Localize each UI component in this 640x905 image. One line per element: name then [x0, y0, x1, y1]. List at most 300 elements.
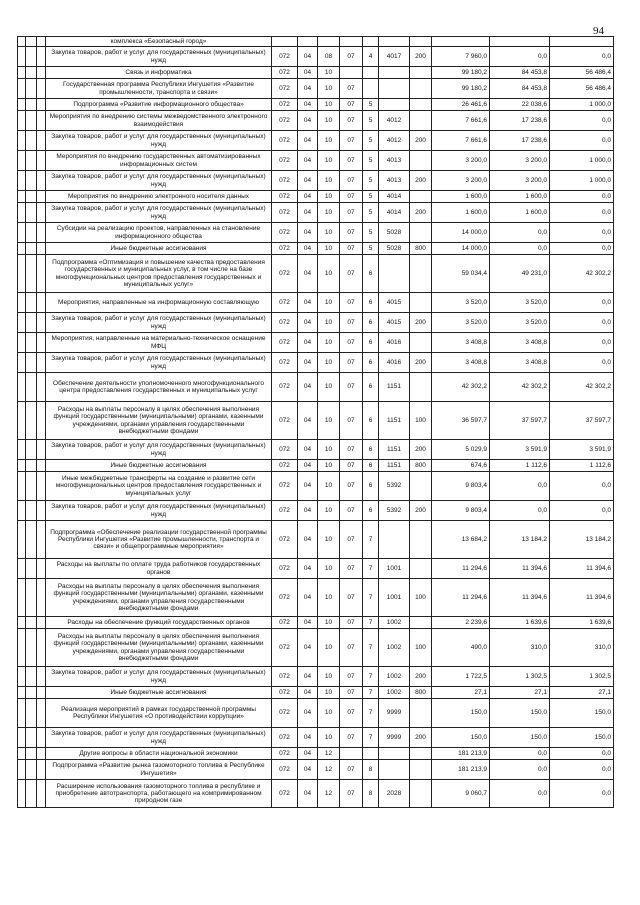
- row-subsection-code: 10: [318, 191, 340, 203]
- row-subprogram-code: 5: [363, 171, 379, 191]
- row-subprogram-code: 6: [363, 353, 379, 373]
- row-name: Расходы на выплаты по оплате труда работников государственных органов: [46, 559, 272, 579]
- row-name: Закупка товаров, работ и услуг для государственных (муниципальных) нужд: [46, 47, 272, 67]
- row-section-code: 04: [298, 99, 318, 111]
- row-section-code: 04: [298, 255, 318, 293]
- table-row: [18, 47, 614, 67]
- row-admin-code: 072: [272, 667, 298, 687]
- row-subprogram-code: 7: [363, 521, 379, 559]
- table-row: [18, 699, 614, 728]
- row-subsection-code: 10: [318, 255, 340, 293]
- table-row: [18, 521, 614, 559]
- row-margin-cell: [37, 333, 46, 353]
- row-subprogram-code: 6: [363, 373, 379, 402]
- row-margin-cell: [18, 171, 26, 191]
- row-amount-year-1: 7 661,6: [432, 111, 490, 131]
- row-amount-year-1: 490,0: [432, 629, 490, 667]
- row-program-code: 07: [340, 171, 363, 191]
- row-amount-year-2: 150,0: [490, 699, 550, 728]
- table-row: [18, 99, 614, 111]
- row-program-code: 07: [340, 313, 363, 333]
- row-expense-type-code: 200: [410, 313, 432, 333]
- row-amount-year-2: 1 600,0: [490, 203, 550, 223]
- row-amount-year-3: 150,0: [550, 728, 614, 748]
- row-expense-type-code: 200: [410, 353, 432, 373]
- row-name: Реализация мероприятий в рамках государственной программы Республики Ингушетия «О противодействии коррупции»: [46, 699, 272, 728]
- row-admin-code: 072: [272, 203, 298, 223]
- row-margin-cell: [37, 111, 46, 131]
- row-name: Мероприятия по внедрению государственных автоматизированных информационных систем: [46, 151, 272, 171]
- row-expense-type-code: [410, 191, 432, 203]
- row-margin-cell: [26, 67, 37, 79]
- row-subprogram-code: 7: [363, 629, 379, 667]
- row-amount-year-2: 3 200,0: [490, 171, 550, 191]
- row-margin-cell: [37, 47, 46, 67]
- row-subprogram-code: 5: [363, 191, 379, 203]
- row-amount-year-2: 3 520,0: [490, 313, 550, 333]
- row-margin-cell: [37, 501, 46, 521]
- row-margin-cell: [18, 579, 26, 617]
- table-row: [18, 67, 614, 79]
- row-amount-year-2: 84 453,8: [490, 67, 550, 79]
- row-admin-code: 072: [272, 579, 298, 617]
- row-margin-cell: [18, 402, 26, 440]
- row-amount-year-3: 56 486,4: [550, 67, 614, 79]
- row-amount-year-2: 3 408,8: [490, 333, 550, 353]
- row-admin-code: 072: [272, 313, 298, 333]
- row-admin-code: 072: [272, 460, 298, 472]
- row-subprogram-code: [363, 79, 379, 99]
- row-direction-code: 4014: [379, 203, 410, 223]
- row-program-code: [340, 37, 363, 47]
- row-admin-code: 072: [272, 629, 298, 667]
- row-subsection-code: 10: [318, 521, 340, 559]
- row-admin-code: 072: [272, 171, 298, 191]
- row-direction-code: 1151: [379, 440, 410, 460]
- row-admin-code: 072: [272, 131, 298, 151]
- row-amount-year-2: 0,0: [490, 780, 550, 808]
- table-row: [18, 629, 614, 667]
- row-section-code: 04: [298, 501, 318, 521]
- row-amount-year-3: 3 591,9: [550, 440, 614, 460]
- row-margin-cell: [18, 472, 26, 501]
- row-subsection-code: 10: [318, 402, 340, 440]
- table-row: [18, 255, 614, 293]
- table-row: [18, 171, 614, 191]
- row-margin-cell: [37, 687, 46, 699]
- row-name: Закупка товаров, работ и услуг для государственных (муниципальных) нужд: [46, 440, 272, 460]
- row-name: Закупка товаров, работ и услуг для государственных (муниципальных) нужд: [46, 667, 272, 687]
- row-program-code: 07: [340, 501, 363, 521]
- row-admin-code: 072: [272, 402, 298, 440]
- row-name: Расширение использования газомоторного топлива в республике и приобретение автотранспорта, работающего на компримированном природном газе: [46, 780, 272, 808]
- row-expense-type-code: [410, 79, 432, 99]
- row-admin-code: 072: [272, 333, 298, 353]
- row-admin-code: 072: [272, 687, 298, 699]
- row-program-code: 07: [340, 111, 363, 131]
- row-margin-cell: [18, 760, 26, 780]
- row-margin-cell: [18, 151, 26, 171]
- row-amount-year-2: 0,0: [490, 748, 550, 760]
- row-amount-year-3: 11 394,6: [550, 579, 614, 617]
- row-margin-cell: [18, 67, 26, 79]
- row-amount-year-1: 11 294,6: [432, 579, 490, 617]
- row-name: Иные бюджетные ассигнования: [46, 243, 272, 255]
- row-margin-cell: [18, 37, 26, 47]
- row-name: Мероприятия, направленные на материально-техническое оснащение МФЦ: [46, 333, 272, 353]
- row-amount-year-1: 150,0: [432, 728, 490, 748]
- row-program-code: 07: [340, 728, 363, 748]
- row-amount-year-2: 1 600,0: [490, 191, 550, 203]
- table-row: [18, 151, 614, 171]
- row-margin-cell: [26, 223, 37, 243]
- row-section-code: 04: [298, 47, 318, 67]
- row-name: Закупка товаров, работ и услуг для государственных (муниципальных) нужд: [46, 171, 272, 191]
- row-expense-type-code: 200: [410, 131, 432, 151]
- row-subsection-code: 10: [318, 111, 340, 131]
- row-margin-cell: [18, 440, 26, 460]
- row-admin-code: 072: [272, 111, 298, 131]
- row-amount-year-2: 0,0: [490, 47, 550, 67]
- row-amount-year-1: 3 520,0: [432, 293, 490, 313]
- row-admin-code: 072: [272, 728, 298, 748]
- row-subprogram-code: [363, 67, 379, 79]
- row-margin-cell: [37, 353, 46, 373]
- row-margin-cell: [18, 617, 26, 629]
- row-admin-code: 072: [272, 617, 298, 629]
- row-margin-cell: [37, 579, 46, 617]
- row-subsection-code: 10: [318, 79, 340, 99]
- row-amount-year-2: 17 238,6: [490, 131, 550, 151]
- row-section-code: 04: [298, 748, 318, 760]
- row-amount-year-1: 27,1: [432, 687, 490, 699]
- row-admin-code: 072: [272, 373, 298, 402]
- row-name: Подпрограмма «Обеспечение реализации государственной программы Республики Ингушетия «Развитие промышленности, транспорта и связи» и общепрограммные мероприятия»: [46, 521, 272, 559]
- row-section-code: [298, 37, 318, 47]
- row-section-code: 04: [298, 131, 318, 151]
- row-direction-code: 1002: [379, 617, 410, 629]
- row-subprogram-code: 6: [363, 293, 379, 313]
- row-amount-year-3: 150,0: [550, 699, 614, 728]
- table-row: [18, 402, 614, 440]
- row-margin-cell: [37, 472, 46, 501]
- row-program-code: [340, 67, 363, 79]
- row-section-code: 04: [298, 687, 318, 699]
- row-margin-cell: [18, 255, 26, 293]
- row-margin-cell: [26, 191, 37, 203]
- row-margin-cell: [37, 131, 46, 151]
- row-section-code: 04: [298, 402, 318, 440]
- row-section-code: 04: [298, 460, 318, 472]
- row-section-code: 04: [298, 728, 318, 748]
- table-row: [18, 243, 614, 255]
- row-subprogram-code: 4: [363, 47, 379, 67]
- table-row: [18, 223, 614, 243]
- row-expense-type-code: [410, 99, 432, 111]
- row-direction-code: 1001: [379, 579, 410, 617]
- row-expense-type-code: 800: [410, 687, 432, 699]
- row-name: Иные межбюджетные трансферты на создание и развитие сети многофункциональных центров предоставления государственных и муниципальных услуг: [46, 472, 272, 501]
- row-amount-year-3: 1 000,0: [550, 151, 614, 171]
- row-subprogram-code: 5: [363, 223, 379, 243]
- row-amount-year-3: 1 112,6: [550, 460, 614, 472]
- row-program-code: 07: [340, 203, 363, 223]
- row-margin-cell: [26, 699, 37, 728]
- row-program-code: 07: [340, 293, 363, 313]
- row-margin-cell: [26, 440, 37, 460]
- row-admin-code: 072: [272, 501, 298, 521]
- row-margin-cell: [26, 472, 37, 501]
- table-row: [18, 353, 614, 373]
- row-amount-year-1: 9 060,7: [432, 780, 490, 808]
- row-amount-year-1: 14 000,0: [432, 243, 490, 255]
- row-margin-cell: [37, 629, 46, 667]
- row-margin-cell: [37, 37, 46, 47]
- row-program-code: 07: [340, 579, 363, 617]
- row-subprogram-code: 8: [363, 760, 379, 780]
- row-name: Иные бюджетные ассигнования: [46, 687, 272, 699]
- row-amount-year-2: 1 112,6: [490, 460, 550, 472]
- row-amount-year-3: 0,0: [550, 748, 614, 760]
- row-admin-code: 072: [272, 472, 298, 501]
- row-margin-cell: [37, 440, 46, 460]
- row-margin-cell: [18, 629, 26, 667]
- row-margin-cell: [18, 243, 26, 255]
- row-admin-code: 072: [272, 255, 298, 293]
- row-admin-code: [272, 37, 298, 47]
- row-program-code: 07: [340, 521, 363, 559]
- row-expense-type-code: [410, 780, 432, 808]
- row-subprogram-code: 6: [363, 402, 379, 440]
- row-amount-year-2: 3 408,8: [490, 353, 550, 373]
- row-subsection-code: 12: [318, 760, 340, 780]
- row-margin-cell: [26, 617, 37, 629]
- row-section-code: 04: [298, 293, 318, 313]
- row-expense-type-code: 100: [410, 579, 432, 617]
- row-margin-cell: [26, 521, 37, 559]
- row-program-code: 07: [340, 667, 363, 687]
- row-amount-year-2: 3 591,9: [490, 440, 550, 460]
- row-amount-year-1: 1 722,5: [432, 667, 490, 687]
- row-subsection-code: 08: [318, 47, 340, 67]
- row-direction-code: 4015: [379, 313, 410, 333]
- row-amount-year-3: 0,0: [550, 353, 614, 373]
- row-subsection-code: 10: [318, 293, 340, 313]
- row-direction-code: 4016: [379, 353, 410, 373]
- row-expense-type-code: [410, 699, 432, 728]
- row-direction-code: 2028: [379, 780, 410, 808]
- row-amount-year-1: 13 684,2: [432, 521, 490, 559]
- row-amount-year-3: 0,0: [550, 780, 614, 808]
- row-amount-year-3: 0,0: [550, 243, 614, 255]
- row-amount-year-1: 9 803,4: [432, 501, 490, 521]
- row-margin-cell: [18, 373, 26, 402]
- row-name: Подпрограмма «Развитие рынка газомоторного топлива в Республике Ингушетия»: [46, 760, 272, 780]
- row-expense-type-code: 800: [410, 460, 432, 472]
- row-amount-year-3: 27,1: [550, 687, 614, 699]
- row-name: Мероприятия, направленные на информационную составляющую: [46, 293, 272, 313]
- row-subsection-code: 10: [318, 203, 340, 223]
- row-subprogram-code: 7: [363, 667, 379, 687]
- row-direction-code: 1002: [379, 629, 410, 667]
- row-amount-year-2: 1 302,5: [490, 667, 550, 687]
- row-margin-cell: [18, 667, 26, 687]
- row-amount-year-3: 42 302,2: [550, 373, 614, 402]
- row-name: Закупка товаров, работ и услуг для государственных (муниципальных) нужд: [46, 313, 272, 333]
- row-direction-code: 1151: [379, 402, 410, 440]
- row-margin-cell: [37, 402, 46, 440]
- row-margin-cell: [18, 728, 26, 748]
- row-amount-year-1: 3 520,0: [432, 313, 490, 333]
- row-section-code: 04: [298, 67, 318, 79]
- row-amount-year-2: 37 597,7: [490, 402, 550, 440]
- row-margin-cell: [26, 203, 37, 223]
- row-margin-cell: [26, 353, 37, 373]
- row-amount-year-1: 3 200,0: [432, 171, 490, 191]
- row-name: Расходы на выплаты персоналу в целях обеспечения выполнения функций государственными (муниципальными) органами, казенными учреждениями, органами управления государственными внебюджетными фондами: [46, 629, 272, 667]
- row-margin-cell: [37, 617, 46, 629]
- row-amount-year-3: 1 302,5: [550, 667, 614, 687]
- row-subsection-code: 10: [318, 501, 340, 521]
- table-row: [18, 780, 614, 808]
- row-margin-cell: [26, 313, 37, 333]
- row-admin-code: 072: [272, 79, 298, 99]
- row-direction-code: 5392: [379, 472, 410, 501]
- row-subprogram-code: 5: [363, 111, 379, 131]
- table-row: [18, 667, 614, 687]
- row-name: Подпрограмма «Развитие информационного общества»: [46, 99, 272, 111]
- row-expense-type-code: 200: [410, 667, 432, 687]
- row-subsection-code: 10: [318, 67, 340, 79]
- row-amount-year-1: 14 000,0: [432, 223, 490, 243]
- row-margin-cell: [37, 460, 46, 472]
- row-expense-type-code: 100: [410, 629, 432, 667]
- row-expense-type-code: [410, 521, 432, 559]
- row-section-code: 04: [298, 780, 318, 808]
- row-admin-code: 072: [272, 67, 298, 79]
- row-section-code: 04: [298, 171, 318, 191]
- row-subprogram-code: 7: [363, 728, 379, 748]
- row-subprogram-code: 6: [363, 313, 379, 333]
- row-subsection-code: 10: [318, 243, 340, 255]
- row-section-code: 04: [298, 699, 318, 728]
- row-program-code: 07: [340, 243, 363, 255]
- row-amount-year-3: 1 000,0: [550, 99, 614, 111]
- row-program-code: 07: [340, 223, 363, 243]
- row-expense-type-code: [410, 472, 432, 501]
- row-program-code: 07: [340, 131, 363, 151]
- row-subsection-code: 10: [318, 171, 340, 191]
- row-program-code: 07: [340, 47, 363, 67]
- row-margin-cell: [26, 687, 37, 699]
- row-expense-type-code: [410, 760, 432, 780]
- row-subprogram-code: 5: [363, 131, 379, 151]
- table-row: [18, 191, 614, 203]
- row-subsection-code: 10: [318, 579, 340, 617]
- row-amount-year-1: 1 600,0: [432, 203, 490, 223]
- row-margin-cell: [18, 191, 26, 203]
- table-row: [18, 760, 614, 780]
- row-name: Связь и информатика: [46, 67, 272, 79]
- row-margin-cell: [26, 728, 37, 748]
- row-amount-year-2: 84 453,8: [490, 79, 550, 99]
- row-amount-year-1: 3 408,8: [432, 353, 490, 373]
- table-row: [18, 293, 614, 313]
- row-amount-year-3: 1 639,6: [550, 617, 614, 629]
- row-subprogram-code: 5: [363, 99, 379, 111]
- row-program-code: 07: [340, 79, 363, 99]
- budget-table: [17, 36, 614, 808]
- row-section-code: 04: [298, 353, 318, 373]
- row-amount-year-2: 0,0: [490, 223, 550, 243]
- row-subprogram-code: 5: [363, 151, 379, 171]
- table-row: [18, 617, 614, 629]
- row-amount-year-1: 99 180,2: [432, 67, 490, 79]
- row-margin-cell: [18, 780, 26, 808]
- row-subsection-code: 10: [318, 373, 340, 402]
- row-amount-year-2: 0,0: [490, 501, 550, 521]
- row-expense-type-code: [410, 37, 432, 47]
- row-margin-cell: [18, 293, 26, 313]
- row-program-code: 07: [340, 353, 363, 373]
- row-subsection-code: 12: [318, 748, 340, 760]
- row-amount-year-1: 3 200,0: [432, 151, 490, 171]
- row-amount-year-2: 11 394,6: [490, 579, 550, 617]
- table-row: [18, 501, 614, 521]
- row-amount-year-1: 42 302,2: [432, 373, 490, 402]
- row-amount-year-2: 0,0: [490, 472, 550, 501]
- row-margin-cell: [18, 79, 26, 99]
- row-margin-cell: [26, 760, 37, 780]
- row-expense-type-code: 100: [410, 402, 432, 440]
- row-admin-code: 072: [272, 223, 298, 243]
- row-subprogram-code: 6: [363, 472, 379, 501]
- row-name: Закупка товаров, работ и услуг для государственных (муниципальных) нужд: [46, 203, 272, 223]
- row-margin-cell: [26, 47, 37, 67]
- table-row: [18, 333, 614, 353]
- row-program-code: 07: [340, 151, 363, 171]
- row-name: комплекса «Безопасный город»: [46, 37, 272, 47]
- row-margin-cell: [18, 111, 26, 131]
- row-section-code: 04: [298, 373, 318, 402]
- row-expense-type-code: 200: [410, 203, 432, 223]
- row-amount-year-2: 17 238,6: [490, 111, 550, 131]
- row-margin-cell: [37, 243, 46, 255]
- row-admin-code: 072: [272, 559, 298, 579]
- row-margin-cell: [37, 67, 46, 79]
- row-amount-year-1: 99 180,2: [432, 79, 490, 99]
- row-margin-cell: [26, 243, 37, 255]
- row-direction-code: [379, 748, 410, 760]
- row-subprogram-code: 7: [363, 579, 379, 617]
- row-name: Закупка товаров, работ и услуг для государственных (муниципальных) нужд: [46, 353, 272, 373]
- row-subprogram-code: 7: [363, 687, 379, 699]
- row-program-code: 07: [340, 617, 363, 629]
- row-margin-cell: [18, 687, 26, 699]
- row-direction-code: 1151: [379, 460, 410, 472]
- table-row: [18, 79, 614, 99]
- table-row: [18, 111, 614, 131]
- budget-table-body: [18, 37, 614, 808]
- row-amount-year-2: 1 639,6: [490, 617, 550, 629]
- row-amount-year-2: 42 302,2: [490, 373, 550, 402]
- row-name: Субсидии на реализацию проектов, направленных на становление информационного общества: [46, 223, 272, 243]
- row-direction-code: 1002: [379, 687, 410, 699]
- row-subprogram-code: 6: [363, 333, 379, 353]
- row-section-code: 04: [298, 243, 318, 255]
- row-admin-code: 072: [272, 760, 298, 780]
- row-amount-year-1: 36 597,7: [432, 402, 490, 440]
